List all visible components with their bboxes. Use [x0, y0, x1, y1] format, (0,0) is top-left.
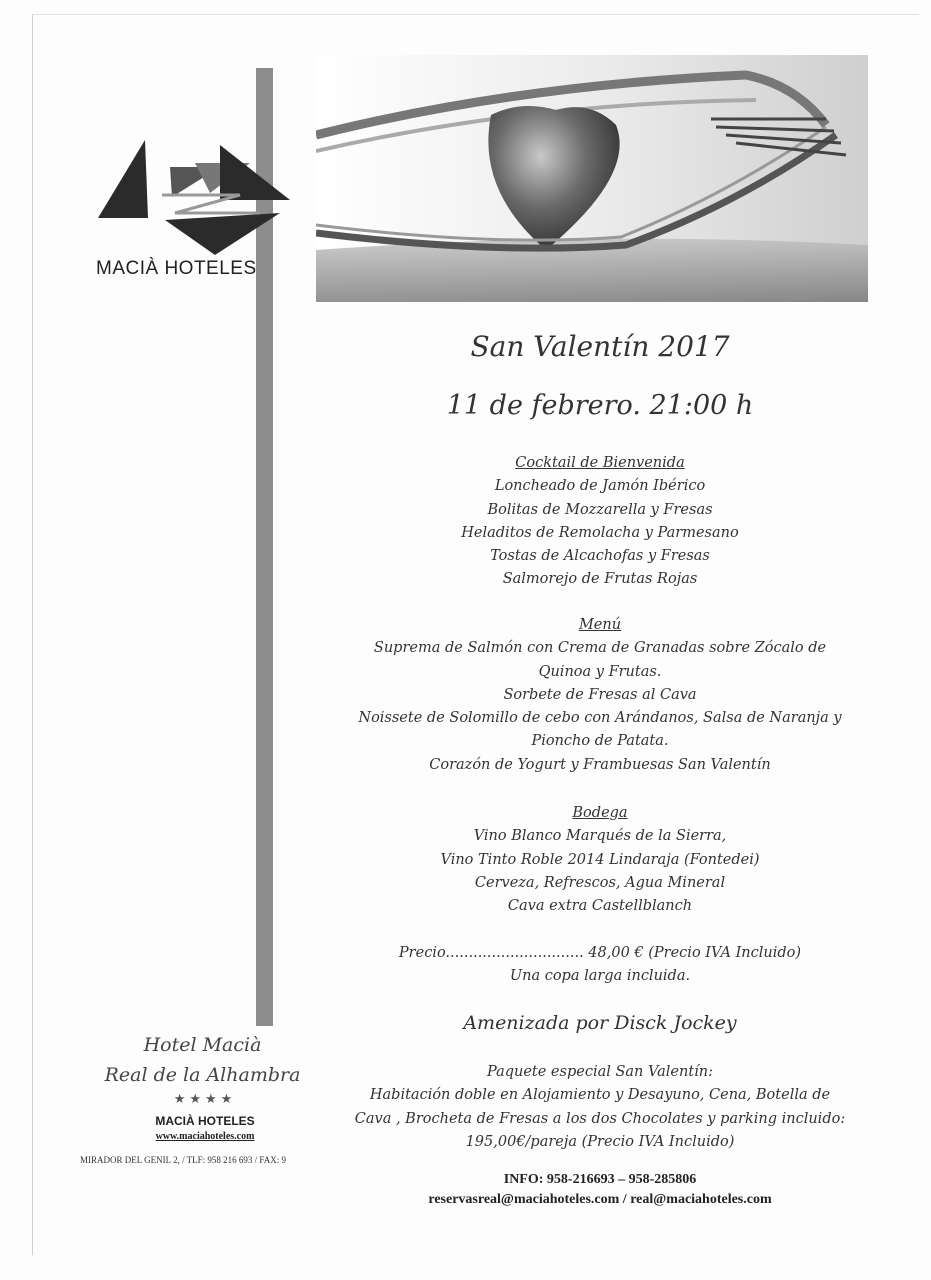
- menu-item: Sorbete de Fresas al Cava: [503, 686, 697, 703]
- package-line: Habitación doble en Alojamiento y Desayuno, Cena, Botella de: [369, 1087, 831, 1104]
- menu-item: Pioncho de Patata.: [531, 733, 669, 750]
- dj-line: Amenizada por Disck Jockey: [463, 1012, 737, 1034]
- macia-logo-icon: [90, 125, 300, 260]
- hotel-address: MIRADOR DEL GENIL 2, / TLF: 958 216 693 / FAX: 9: [80, 1155, 286, 1165]
- package-section: [330, 1061, 870, 1154]
- bodega-item: Vino Blanco Marqués de la Sierra,: [473, 828, 727, 845]
- menu-item: Quinoa y Frutas.: [538, 663, 662, 680]
- bodega-item: Vino Tinto Roble 2014 Lindaraja (Fontedei): [440, 851, 760, 868]
- package-price: 195,00€/pareja (Precio IVA Incluido): [465, 1133, 735, 1150]
- cocktail-item: Tostas de Alcachofas y Fresas: [490, 548, 710, 565]
- cocktail-item: Salmorejo de Frutas Rojas: [502, 571, 698, 588]
- cocktail-item: Heladitos de Remolacha y Parmesano: [461, 524, 739, 541]
- price-note: Una copa larga incluida.: [509, 968, 691, 985]
- hotel-name-line2: Real de la Alhambra: [104, 1064, 301, 1086]
- heart-fork-image: [316, 55, 868, 302]
- cocktail-item: Loncheado de Jamón Ibérico: [494, 478, 706, 495]
- hotel-website-link[interactable]: www.maciahoteles.com: [155, 1131, 255, 1142]
- hotel-stars: ★★★★: [173, 1092, 237, 1107]
- event-title: San Valentín 2017: [470, 330, 730, 363]
- contact-info: [330, 1170, 870, 1210]
- menu-item: Corazón de Yogurt y Frambuesas San Valentín: [429, 756, 771, 773]
- package-heading: Paquete especial San Valentín:: [486, 1064, 714, 1080]
- cocktail-section: [330, 452, 870, 592]
- menu-section: [330, 614, 870, 777]
- cocktail-heading: Cocktail de Bienvenida: [515, 455, 685, 471]
- contact-emails: reservasreal@maciahoteles.com / real@maciahoteles.com: [428, 1192, 772, 1207]
- price-section: [330, 942, 870, 989]
- price-line: Precio.............................. 48,00 € (Precio IVA Incluido): [398, 945, 802, 961]
- menu-heading: Menú: [578, 617, 622, 633]
- cocktail-item: Bolitas de Mozzarella y Fresas: [487, 501, 713, 518]
- bodega-section: [330, 802, 870, 918]
- menu-item: Suprema de Salmón con Crema de Granadas sobre Zócalo de: [373, 640, 827, 657]
- bodega-heading: Bodega: [572, 805, 628, 821]
- event-date: 11 de febrero. 21:00 h: [446, 390, 754, 421]
- hotel-name: [95, 1030, 310, 1090]
- hotel-name-line1: Hotel Macià: [143, 1034, 262, 1056]
- bodega-item: Cerveza, Refrescos, Agua Mineral: [474, 874, 726, 891]
- logo-text: MACIÀ HOTELES: [96, 258, 257, 279]
- package-line: Cava , Brocheta de Fresas a los dos Chocolates y parking incluido:: [354, 1110, 846, 1127]
- menu-item: Noissete de Solomillo de cebo con Arándanos, Salsa de Naranja y: [358, 710, 842, 727]
- hotel-brand: MACIÀ HOTELES: [155, 1114, 255, 1128]
- bodega-item: Cava extra Castellblanch: [507, 898, 693, 915]
- contact-phones: INFO: 958-216693 – 958-285806: [503, 1172, 697, 1187]
